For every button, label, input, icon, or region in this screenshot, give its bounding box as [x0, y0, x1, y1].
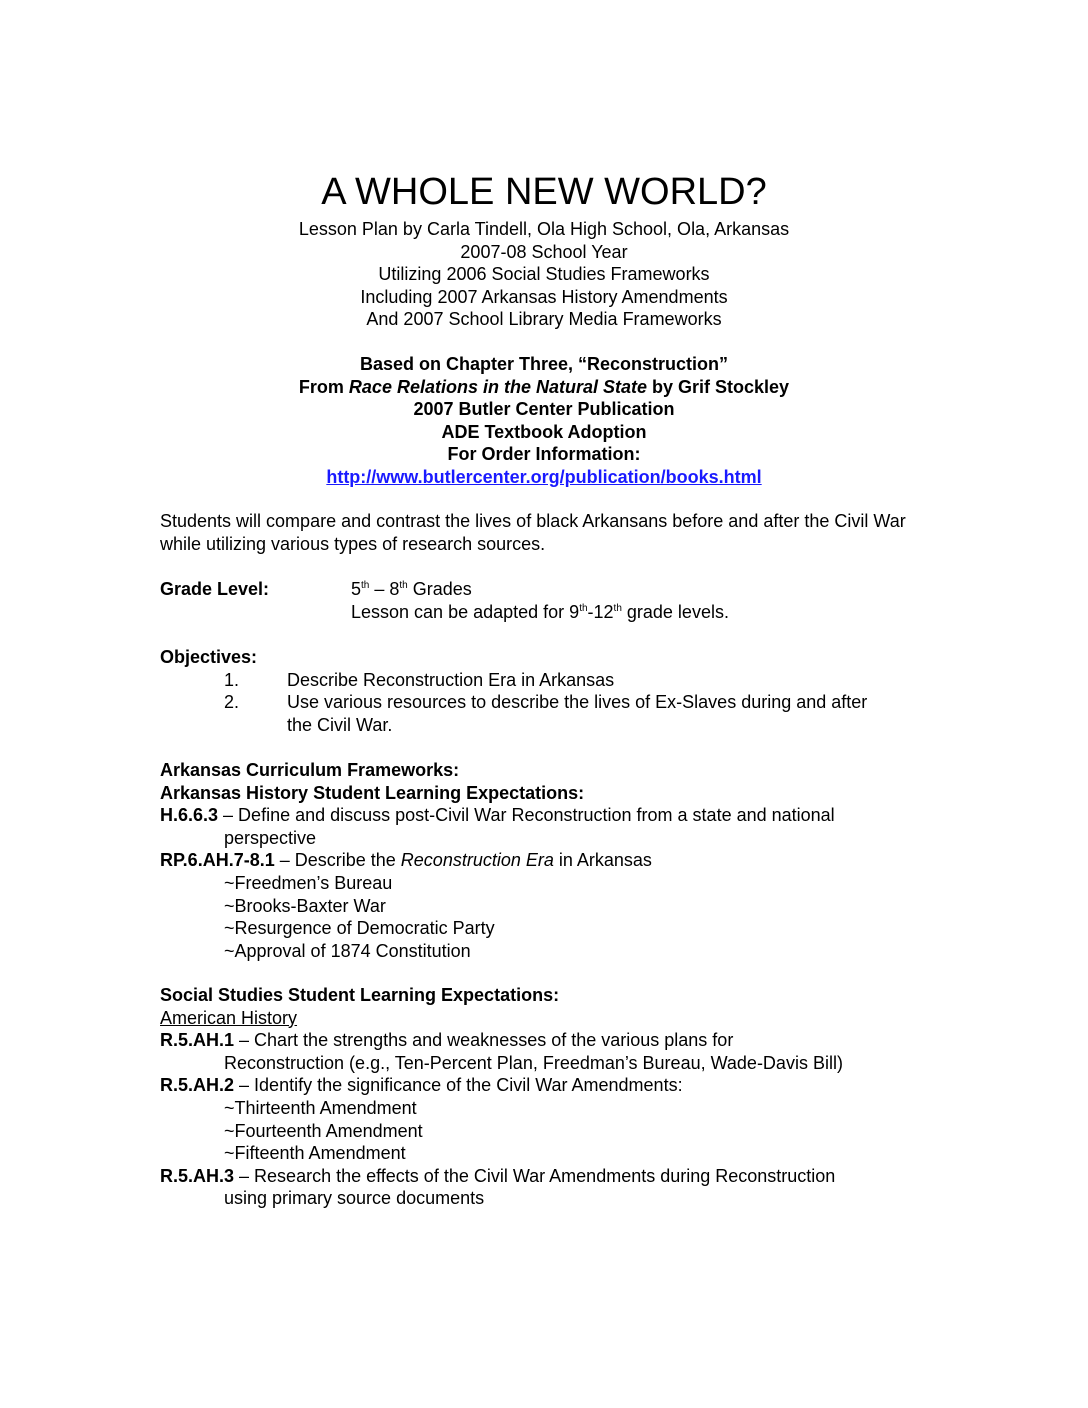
lesson-info — [0, 218, 1088, 331]
author-line: Lesson Plan by Carla Tindell, Ola High School, Ola, Arkansas — [298, 219, 790, 239]
list-item: 2. Use various resources to describe the lives of Ex-Slaves during and after — [224, 692, 868, 713]
document-title: A WHOLE NEW WORLD? — [321, 171, 767, 213]
frameworks-heading: Arkansas Curriculum Frameworks: — [160, 760, 460, 780]
sle-r5ah1-cont: Reconstruction (e.g., Ten-Percent Plan, Freedman’s Bureau, Wade-Davis Bill) — [224, 1052, 843, 1073]
list-item: ~Thirteenth Amendment — [224, 1097, 417, 1118]
sle-r5ah2: R.5.AH.2 – Identify the significance of the Civil War Amendments: — [160, 1075, 683, 1096]
book-title-line: From Race Relations in the Natural State by Grif Stockley — [298, 376, 790, 397]
list-item: ~Resurgence of Democratic Party — [224, 918, 495, 939]
library-line: And 2007 School Library Media Frameworks — [366, 309, 722, 330]
objectives-section — [160, 646, 960, 736]
grade-level-label: Grade Level: — [160, 579, 270, 599]
list-item: 1. Describe Reconstruction Era in Arkansas — [224, 669, 615, 690]
frameworks-line: Utilizing 2006 Social Studies Frameworks — [378, 264, 710, 285]
ah-sle-heading: Arkansas History Student Learning Expectations: — [160, 782, 585, 803]
intro-paragraph: Students will compare and contrast the lives of black Arkansans before and after the Civil War while utilizing various types of research sources. — [160, 511, 906, 554]
list-item: ~Fourteenth Amendment — [224, 1120, 423, 1141]
grade-level-note: Lesson can be adapted for 9th-12th grade levels. — [351, 602, 729, 622]
order-info-line: For Order Information: — [447, 444, 641, 465]
sle-h663: H.6.6.3 – Define and discuss post-Civil War Reconstruction from a state and national — [160, 805, 835, 826]
order-link[interactable]: http://www.butlercenter.org/publication/books.html — [326, 466, 762, 487]
list-item: ~Brooks-Baxter War — [224, 895, 386, 916]
objectives-heading: Objectives: — [160, 647, 258, 667]
school-year-line: 2007-08 School Year — [460, 241, 628, 262]
amendments-line: Including 2007 Arkansas History Amendments — [360, 286, 728, 307]
list-item: ~Fifteenth Amendment — [224, 1143, 406, 1164]
book-info — [0, 353, 1088, 489]
publisher-line: 2007 Butler Center Publication — [413, 399, 675, 420]
book-title: Race Relations in the Natural State — [348, 376, 648, 397]
sle-h663-cont: perspective — [224, 827, 317, 848]
grade-level-value: 5th – 8th Grades — [351, 579, 472, 599]
adoption-line: ADE Textbook Adoption — [441, 421, 647, 442]
frameworks-section — [160, 759, 960, 962]
ss-sle-heading: Social Studies Student Learning Expectations: — [160, 985, 560, 1005]
sle-r5ah1: R.5.AH.1 – Chart the strengths and weaknesses of the various plans for — [160, 1030, 734, 1051]
sle-rp: RP.6.AH.7-8.1 – Describe the Reconstruction Era in Arkansas — [160, 850, 652, 871]
list-item-continuation: the Civil War. — [287, 714, 393, 735]
list-item: ~Approval of 1874 Constitution — [224, 940, 471, 961]
social-studies-section — [160, 984, 960, 1210]
list-item: ~Freedmen’s Bureau — [224, 872, 393, 893]
american-history-subheading: American History — [160, 1007, 298, 1028]
sle-r5ah3-cont: using primary source documents — [224, 1188, 485, 1209]
chapter-line: Based on Chapter Three, “Reconstruction” — [359, 354, 729, 374]
sle-r5ah3: R.5.AH.3 – Research the effects of the Civil War Amendments during Reconstruction — [160, 1165, 836, 1186]
